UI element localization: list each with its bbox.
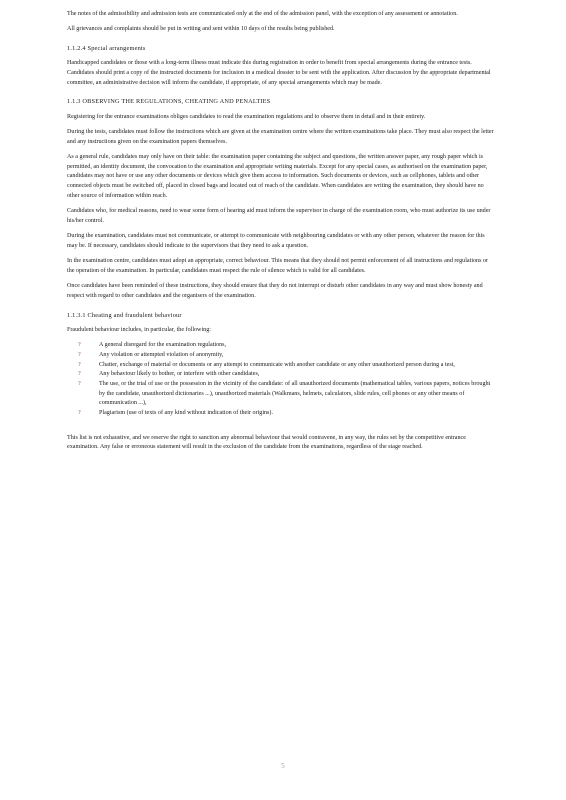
special-arrangements-heading: 1.1.2.4 Special arrangements <box>67 45 146 52</box>
closing-paragraph: This list is not exhaustive, and we reserve the right to sanction any abnormal behaviour that would contravene, in any way, the rules set by the competitive entrance examination. Any false or erroneous statement will result in the exclusion of the candidate from the examinations, regardless of the stage reached. <box>67 434 466 451</box>
list-item: ? Plagiarism (use of texts of any kind without indication of their origins). <box>78 409 495 419</box>
behaviour-paragraph: In the examination centre, candidates must adopt an appropriate, correct behaviour. This means that they should not permit enforcement of all instructions and regulations or the operation of the examination. In particular, candidates must respect the rule of silence which is valid for all candidates. <box>67 258 489 274</box>
bullet-icon: ? <box>78 342 81 349</box>
list-item: ? Chatter, exchange of material or documents or any attempt to communicate with another candidate or any other unauthorized person during a test, <box>78 361 495 371</box>
communication-paragraph: During the examination, candidates must not communicate, or attempt to communicate with neighbouring candidates or with any other person, whatever the reason for this may be. If necessary, candidates should indicate to the supervisors that they need to ask a question. <box>67 233 485 249</box>
regulations-heading: 1.1.3 OBSERVING THE REGULATIONS, CHEATING AND PENALTIES <box>67 98 271 106</box>
bullet-icon: ? <box>78 380 81 387</box>
notes-paragraph: The notes of the admissibility and admission tests are communicated only at the end of the admission panel, with the exception of any assessment or annotation. <box>67 11 458 17</box>
page-number: 5 <box>281 762 285 770</box>
general-rule-paragraph: As a general rule, candidates may only have on their table: the examination paper containing the subject and questions, the written answer paper, any rough paper which is permitted, an identity document, the convocation to the examination and appropriate writing materials. Except for any special cases, as authorised on the examination paper, candidates may not have or use any other documents or devices which give them access to information. Such documents or devices, such as cellphones, tablets and other connected objects must be switched off, placed in closed bags and located out of reach of the candidate. When candidates are writing the examination, they should have no other source of information within reach. <box>67 154 488 199</box>
list-item: ? The use, or the trial of use or the possession in the vicinity of the candidate: of all unauthorized documents (mathematical tables, various papers, notices brought by the candidate, unauthorized dictionaries ...), unauthorized materials (Walkmans, helmets, calculators, slide rules, cell phones or any other means of communication ...), <box>78 380 491 407</box>
list-item: ? A general disregard for the examination regulations, <box>78 341 495 351</box>
instructions-paragraph: During the tests, candidates must follow the instructions which are given at the examination centre where the written examinations take place. They must also respect the letter and any instructions given on the examination papers themselves. <box>67 129 494 145</box>
list-item: ? Any violation or attempted violation of anonymity, <box>78 351 495 361</box>
bullet-icon: ? <box>78 371 81 378</box>
list-item: ? Any behaviour likely to bother, or interfere with other candidates, <box>78 370 495 380</box>
registering-paragraph: Registering for the entrance examinations obliges candidates to read the examination regulations and to observe them in detail and in their entirety. <box>67 113 426 120</box>
hearing-aid-paragraph: Candidates who, for medical reasons, need to wear some form of hearing aid must inform the supervisor in charge of the examination room, who must authorize its use under his/her control. <box>67 208 491 224</box>
bullet-icon: ? <box>78 351 81 358</box>
reminder-paragraph: Once candidates have been reminded of these instructions, they should ensure that they do not interrupt or disturb other candidates in any way and must show honesty and respect with regard to other candidates and the organisers of the examination. <box>67 283 483 299</box>
page-body <box>67 10 495 453</box>
grievances-paragraph: All grievances and complaints should be put in writing and sent within 10 days of the results being published. <box>67 26 335 33</box>
fraudulent-intro: Fraudulent behaviour includes, in particular, the following: <box>67 326 211 333</box>
cheating-heading: 1.1.3.1 Cheating and fraudulent behaviour <box>67 311 182 319</box>
bullet-icon: ? <box>78 410 81 417</box>
bullet-icon: ? <box>78 361 81 368</box>
special-arrangements-paragraph: Handicapped candidates or those with a long-term illness must indicate this during registration in order to benefit from special arrangements during the entrance tests. Candidates should print a copy of the instructed documents for inclusion in a medical dossier to be sent with the application. After discussion by the appropriate departmental committee, an administrative decision will inform the candidate, if appropriate, of any special arrangements which may be made. <box>67 60 491 86</box>
fraudulent-list <box>67 341 495 419</box>
